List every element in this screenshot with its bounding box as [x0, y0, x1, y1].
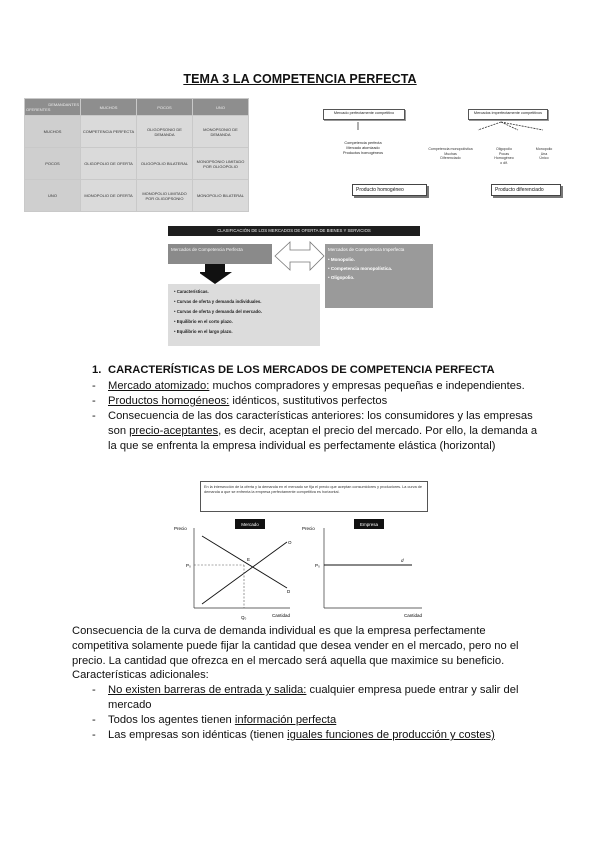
- col-line: Competencia monopolística: [428, 147, 473, 151]
- col-line: Monopolio: [535, 147, 553, 151]
- list-item: [92, 683, 542, 713]
- underlined-term: Mercado atomizado:: [108, 380, 210, 392]
- perfect-market-body: [333, 140, 393, 162]
- list-item: [92, 394, 542, 409]
- list-item: • Características.: [174, 289, 209, 294]
- col-line: Único: [539, 156, 549, 160]
- list-item: [92, 409, 542, 454]
- item-text: Características.: [176, 289, 209, 294]
- perfect-competition-box: Mercados de Competencia Perfecta: [168, 244, 272, 264]
- list-item: • Curvas de oferta y demanda del mercado.: [174, 309, 262, 314]
- additional-features-heading: Características adicionales:: [72, 669, 209, 681]
- table-row: [25, 116, 249, 148]
- row-header: POCOS: [25, 148, 81, 180]
- table-header-cell: UNO: [193, 99, 249, 116]
- item-text: muchos compradores y empresas pequeñas e independientes.: [209, 380, 525, 392]
- demand-label: D: [287, 589, 291, 594]
- col-line: Pocas: [499, 151, 509, 156]
- item-text: Monopolio.: [330, 257, 355, 262]
- list-item: • Curvas de oferta y demanda individuales.: [174, 299, 262, 304]
- table-cell: OLIGOPOLIO DE OFERTA: [81, 148, 137, 180]
- imperfect-competition-box: [325, 244, 433, 308]
- item-text: , es decir, aceptan el precio del mercado. Por ello, la demanda a la que se enfrenta la empresa individual es perfectamente elástica (horizontal): [108, 425, 538, 452]
- col-line: Diferenciado: [440, 156, 461, 160]
- underlined-term: No existen barreras de entrada y salida:: [108, 684, 307, 696]
- row-header: MUCHOS: [25, 116, 81, 148]
- table-cell: MONOPOLIO BILATERAL: [193, 180, 249, 212]
- differentiated-product-box: Producto diferenciado: [491, 184, 561, 196]
- list-item: • Monopolio.: [328, 257, 355, 262]
- demand-curve: [202, 536, 287, 588]
- dash-marker: -: [92, 729, 96, 741]
- section-number: 1.: [92, 364, 102, 376]
- col-line: Muchas: [444, 151, 457, 156]
- list-item: • Equilibrio en el corto plazo.: [174, 319, 233, 324]
- item-text: cualquier empresa puede entrar y salir del mercado: [108, 684, 519, 711]
- item-text: Oligopolio.: [330, 275, 355, 280]
- list-item: [92, 713, 542, 728]
- corner-supply-label: OFERENTES: [26, 107, 51, 112]
- market-qty-label: Cantidad: [272, 613, 291, 618]
- item-text: Competencia monopolística.: [330, 266, 393, 271]
- firm-p0-label: P₀: [315, 563, 320, 568]
- col-line: Oligopolio: [496, 147, 512, 151]
- list-item: [92, 379, 542, 394]
- item-text: Curvas de oferta y demanda individuales.: [176, 299, 262, 304]
- classification-title: CLASIFICACIÓN DE LOS MERCADOS DE OFERTA DE BIENES Y SERVICIOS: [168, 226, 420, 236]
- market-p0-label: P₀: [186, 563, 191, 568]
- body-line: Competencia perfecta: [344, 141, 382, 145]
- table-header-row: [25, 99, 249, 116]
- dash-marker: -: [92, 714, 96, 726]
- down-arrow-icon: [200, 264, 232, 284]
- homogeneous-product-box: Producto homogéneo: [352, 184, 427, 196]
- list-item: • Oligopolio.: [328, 275, 355, 280]
- item-text: idénticos, sustitutivos perfectos: [229, 395, 388, 407]
- table-header-cell: MUCHOS: [81, 99, 137, 116]
- row-header: UNO: [25, 180, 81, 212]
- perfect-market-head: Mercado perfectamente competitivo: [323, 109, 405, 120]
- q0-label: Q₀: [241, 615, 247, 620]
- dash-marker: -: [92, 380, 96, 392]
- underlined-term: Productos homogéneos:: [108, 395, 230, 407]
- firm-qty-label: Cantidad: [404, 613, 423, 618]
- table-row: [25, 148, 249, 180]
- col-line: o dif.: [500, 160, 508, 165]
- table-cell: COMPETENCIA PERFECTA: [81, 116, 137, 148]
- col-line: Homogéneo: [494, 156, 514, 160]
- firm-price-label: Precio: [302, 526, 315, 531]
- market-structure-table: [24, 98, 249, 212]
- table-corner-cell: [25, 99, 81, 116]
- double-arrow-icon: [275, 242, 324, 270]
- body-line: Mercado atomizado: [346, 146, 380, 150]
- market-price-label: Precio: [174, 526, 187, 531]
- firm-demand-label: d: [401, 558, 404, 563]
- supply-label: O: [288, 540, 292, 545]
- item-text: Consecuencia de las dos características anteriores: los consumidores y las empresas son: [108, 410, 533, 437]
- dash-marker: -: [92, 684, 96, 696]
- item-text: Equilibrio en el corto plazo.: [176, 319, 233, 324]
- market-types-diagram: [318, 100, 568, 200]
- underlined-term: información perfecta: [234, 714, 337, 726]
- table-cell: OLIGOPSONIO DE DEMANDA: [137, 116, 193, 148]
- dash-marker: -: [92, 395, 96, 407]
- features-box: [168, 284, 320, 346]
- body-line: Productos homogéneos: [342, 151, 384, 155]
- item-text: Las empresas son idénticas (tienen: [108, 729, 288, 741]
- table-cell: OLIGOPOLIO BILATERAL: [137, 148, 193, 180]
- section-heading: [92, 364, 512, 380]
- firm-title: Empresa: [359, 522, 379, 527]
- table-row: [25, 180, 249, 212]
- item-text: Todos los agentes tienen: [108, 714, 235, 726]
- imperfect-box-title: Mercados de Competencia Imperfecta: [328, 247, 405, 252]
- classification-arrows: [200, 234, 330, 286]
- list-item: • Equilibrio en el largo plazo.: [174, 329, 233, 334]
- market-firm-chart: [172, 516, 434, 624]
- section-heading-text: CARACTERÍSTICAS DE LOS MERCADOS DE COMPETENCIA PERFECTA: [108, 364, 495, 376]
- list-item: • Competencia monopolística.: [328, 266, 393, 271]
- chart-note: En la intersección de la oferta y la demanda en el mercado se fija el precio que aceptan consumidores y productores. La curva de demanda a que se enfrenta la empresa perfectamente competitiva es horizontal.: [200, 481, 428, 512]
- imperfect-col-2: [488, 147, 520, 165]
- market-title: Mercado: [241, 522, 259, 527]
- underlined-term: iguales funciones de producción y costes): [287, 729, 495, 741]
- table-cell: MONOPOLIO DE OFERTA: [81, 180, 137, 212]
- imperfect-list: [328, 257, 430, 280]
- table-cell: MONOPSONIO LIMITADO POR OLIGOPOLIO: [193, 148, 249, 180]
- col-line: Una: [540, 151, 548, 156]
- underlined-term: precio-aceptantes: [129, 425, 219, 437]
- imperfect-market-head: Mercados imperfectamente competitivos: [468, 109, 548, 120]
- equilibrium-label: E: [247, 557, 251, 562]
- imperfect-col-1: [428, 147, 473, 161]
- conclusion-paragraph: Consecuencia de la curva de demanda individual es que la empresa perfectamente competitiva solamente puede fijar la cantidad que desea vender en el mercado, pero no el precio. La cantidad que ofrezca en el mercado será aquella que maximice su beneficio.: [72, 625, 519, 667]
- item-text: Equilibrio en el largo plazo.: [176, 329, 233, 334]
- table-header-cell: POCOS: [137, 99, 193, 116]
- item-text: Curvas de oferta y demanda del mercado.: [176, 309, 262, 314]
- corner-demand-label: DEMANDANTES: [48, 102, 79, 107]
- table-cell: MONOPOLIO LIMITADO POR OLIGOPSONIO: [137, 180, 193, 212]
- dash-marker: -: [92, 410, 96, 422]
- list-item: [92, 728, 542, 743]
- document-title: TEMA 3 LA COMPETENCIA PERFECTA: [183, 72, 417, 86]
- features-list: [174, 289, 314, 334]
- supply-curve: [202, 542, 287, 604]
- imperfect-col-3: [528, 147, 560, 161]
- table-cell: MONOPSONIO DE DEMANDA: [193, 116, 249, 148]
